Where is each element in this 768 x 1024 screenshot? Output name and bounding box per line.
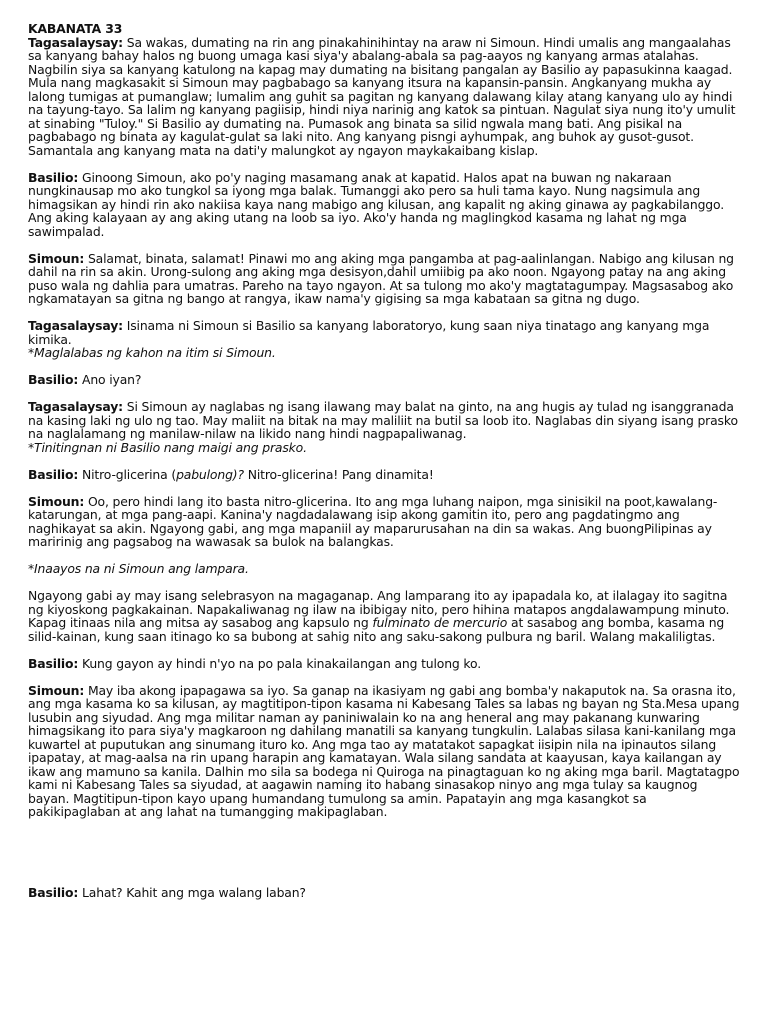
paragraph-direction-lamp — [28, 562, 742, 576]
paragraph-text: Nitro-glicerina ( — [78, 466, 177, 482]
paragraph-text: Sa wakas, dumating na rin ang pinakahinihintay na araw ni Simoun. Hindi umalis ang mangaalahas sa kanyang bahay halos ng buong umaga kasi siya'y abalang-abala sa pag-aayos ng kanyang armas atalahas. Nagbilin siya sa kanyang katulong na kapag may dumating na bisitang pangalan ay Basilio ay papasukinna kaagad. Mula nang magkasakit si Simoun may pagbabago sa kanyang itsura na kapansin-pansin. Angkanyang mukha ay lalong tumigas at pumanglaw; lumalim ang guhit sa pagitan ng kanyang dalawang kilay atang kanyang ulo ay hindi na tayung-tayo. Sa lalim ng kanyang pagiisip, hindi niya narinig ang katok sa pintuan. Nagulat siya nung ito'y umulit at sinabing "Tuloy." Si Basilio ay dumating na. Pumasok ang binata sa silid ngwala mang bati. Ang pisikal na pagbabago ng binata ay kagulat-gulat sa laki nito. Ang kanyang pisngi ayhumpak, ang buhok ay gusot-gusot. Samantala ang kanyang mata na dati'y malungkot ay ngayon maykakaibang kislap. — [28, 34, 736, 158]
blank-space — [28, 832, 742, 886]
paragraph-text: Si Simoun ay naglabas ng isang ilawang may balat na ginto, na ang hugis ay tulad ng isanggranada na kasing laki ng ulo ng tao. May maliit na bitak na may maliliit na butil sa loob ito. Naglabas din siyang isang prasko na naglalamang ng manilaw-nilaw na likido nang hindi nagpapaliwanag. — [28, 399, 738, 441]
paragraph-text: Salamat, binata, salamat! Pinawi mo ang aking mga pangamba at pag-aalinlangan. Nabigo ang kilusan ng dahil na rin sa akin. Urong-sulong ang aking mga desisyon,dahil umiibig pa ako noon. Ngayong patay na ang aking puso wala ng dahlia para umatras. Pareho na tayo ngayon. At sa tulong mo ako'y magtatagumpay. Magsasabog ako ngkamatayan sa gitna ng bango at rangya, ikaw nama'y gigising sa mga kabataan sa gitna ng dugo. — [28, 250, 734, 306]
stage-direction: *Inaayos na ni Simoun ang lampara. — [28, 561, 249, 576]
paragraph-text: Kung gayon ay hindi n'yo na po pala kinakailangan ang tulong ko. — [78, 655, 482, 671]
paragraph-text: Nitro-glicerina! Pang dinamita! — [243, 466, 434, 482]
speaker-label: Simoun: — [28, 250, 85, 266]
paragraph-simoun-4 — [28, 684, 742, 819]
speaker-label: Simoun: — [28, 682, 85, 698]
aside-text: pabulong)? — [176, 466, 244, 482]
paragraph-text: Lahat? Kahit ang mga walang laban? — [78, 885, 306, 900]
paragraph-basilio-1 — [28, 171, 742, 239]
emphasis-text: fulminato de mercurio — [372, 615, 508, 630]
speaker-label: Basilio: — [28, 655, 79, 671]
speaker-label: Basilio: — [28, 885, 79, 900]
paragraph-simoun-3 — [28, 589, 742, 643]
speaker-label: Tagasalaysay: — [28, 399, 123, 414]
speaker-label: Basilio: — [28, 466, 79, 482]
paragraph-text: Oo, pero hindi lang ito basta nitro-glicerina. Ito ang mga luhang naipon, mga sinisikil na poot,kawalang-katarungan, at mga pang-aapi. Kanina'y nagdadalawang isip akong gamitin ito, pero ang pagdatingmo ang naghikayat sa akin. Ngayong gabi, ang mga mapaniil ay maparurusahan na din sa wakas. Ang buongPilipinas ay maririnig ang pagsabog na wawasak sa bulok na balangkas. — [28, 493, 718, 549]
speaker-label: Basilio: — [28, 372, 79, 387]
paragraph-simoun-1 — [28, 252, 742, 306]
paragraph-text: Ano iyan? — [78, 372, 142, 387]
paragraph-narrator-3 — [28, 400, 742, 454]
speaker-label: Tagasalaysay: — [28, 34, 123, 50]
paragraph-text: Ginoong Simoun, ako po'y naging masamang anak at kapatid. Halos apat na buwan ng nakaraan nungkinausap mo ako tungkol sa iyong mga balak. Tumanggi ako pero sa huli tama kayo. Nung nagsimula ang himagsikan ay hindi rin ako nakiisa kaya nang mabigo ang kilusan, ang kapalit ng aking ginawa ay pagkabilanggo. Ang aking kalayaan ay ang aking utang na loob sa iyo. Ako'y handa ng maglingkod kasama ng lahat ng mga sawimpalad. — [28, 169, 725, 239]
paragraph-text: May iba akong ipapagawa sa iyo. Sa ganap na ikasiyam ng gabi ang bomba'y nakaputok na. Sa orasna ito, ang mga kasama ko sa kilusan, ay magtitipon-tipon kasama ni Kabesang Tales sa labas ng bayan ng Sta.Mesa upang lusubin ang siyudad. Ang mga militar naman ay paniniwalain ko na ang heneral ang may pakanang kunwaring himagsikang ito para siya'y magkaroon ng dahilang manatili sa kanyang tungkulin. Lalabas silasa kani-kanilang mga kuwartel at puputukan ang sinumang ituro ko. Ang mga tao ay matatakot sapagkat iisipin nila na ipinautos silang ipapatay, at mag-aalsa na rin upang harapin ang kamatayan. Wala silang sandata at kaayusan, kaya kailangan ay ikaw ang mamuno sa kanila. Dalhin mo sila sa bodega ni Quiroga na pinagtaguan ko ng aking mga baril. Magtatagpo kami ni Kabesang Tales sa siyudad, at aagawin naming ito habang sinasakop ninyo ang mga tulay sa kaugnog bayan. Magtitipun-tipon kayo upang humandang tumulong sa amin. Papatayin ang mga kasangkot sa pakikipaglaban at ang lahat na tumangging makipaglaban. — [28, 682, 740, 819]
paragraph-narrator-1 — [28, 36, 742, 158]
stage-direction: *Maglalabas ng kahon na itim si Simoun. — [28, 345, 276, 360]
speaker-label: Basilio: — [28, 169, 79, 185]
paragraph-text: at sasabog ang bomba, kasama ng silid-kainan, kung saan itinago ko sa bubong at sahig nito ang saku-sakong pulbura ng baril. Walang makaliligtas. — [28, 615, 725, 644]
chapter-title: KABANATA 33 — [28, 21, 123, 36]
paragraph-simoun-2 — [28, 495, 742, 549]
paragraph-basilio-4 — [28, 657, 742, 671]
document-body — [28, 22, 742, 913]
speaker-label: Simoun: — [28, 493, 85, 509]
speaker-label: Tagasalaysay: — [28, 318, 123, 333]
paragraph-basilio-2 — [28, 373, 742, 387]
paragraph-basilio-5 — [28, 886, 742, 900]
paragraph-text: Isinama ni Simoun si Basilio sa kanyang laboratoryo, kung saan niya tinatago ang kanyang mga kimika. — [28, 318, 710, 347]
paragraph-basilio-3 — [28, 468, 742, 482]
paragraph-narrator-2 — [28, 319, 742, 360]
stage-direction: *Tinitingnan ni Basilio nang maigi ang prasko. — [28, 439, 307, 455]
paragraph-text: Ngayong gabi ay may isang selebrasyon na magaganap. Ang lamparang ito ay ipapadala ko, at ilalagay ito sagitna ng kiyoskong pagkakainan. Napakaliwanag ng ilaw na ibibigay nito, pero hihina matapos angdalawampung minuto. Kapag itinaas nila ang mitsa ay sasabog ang kapsulo ng — [28, 588, 730, 630]
